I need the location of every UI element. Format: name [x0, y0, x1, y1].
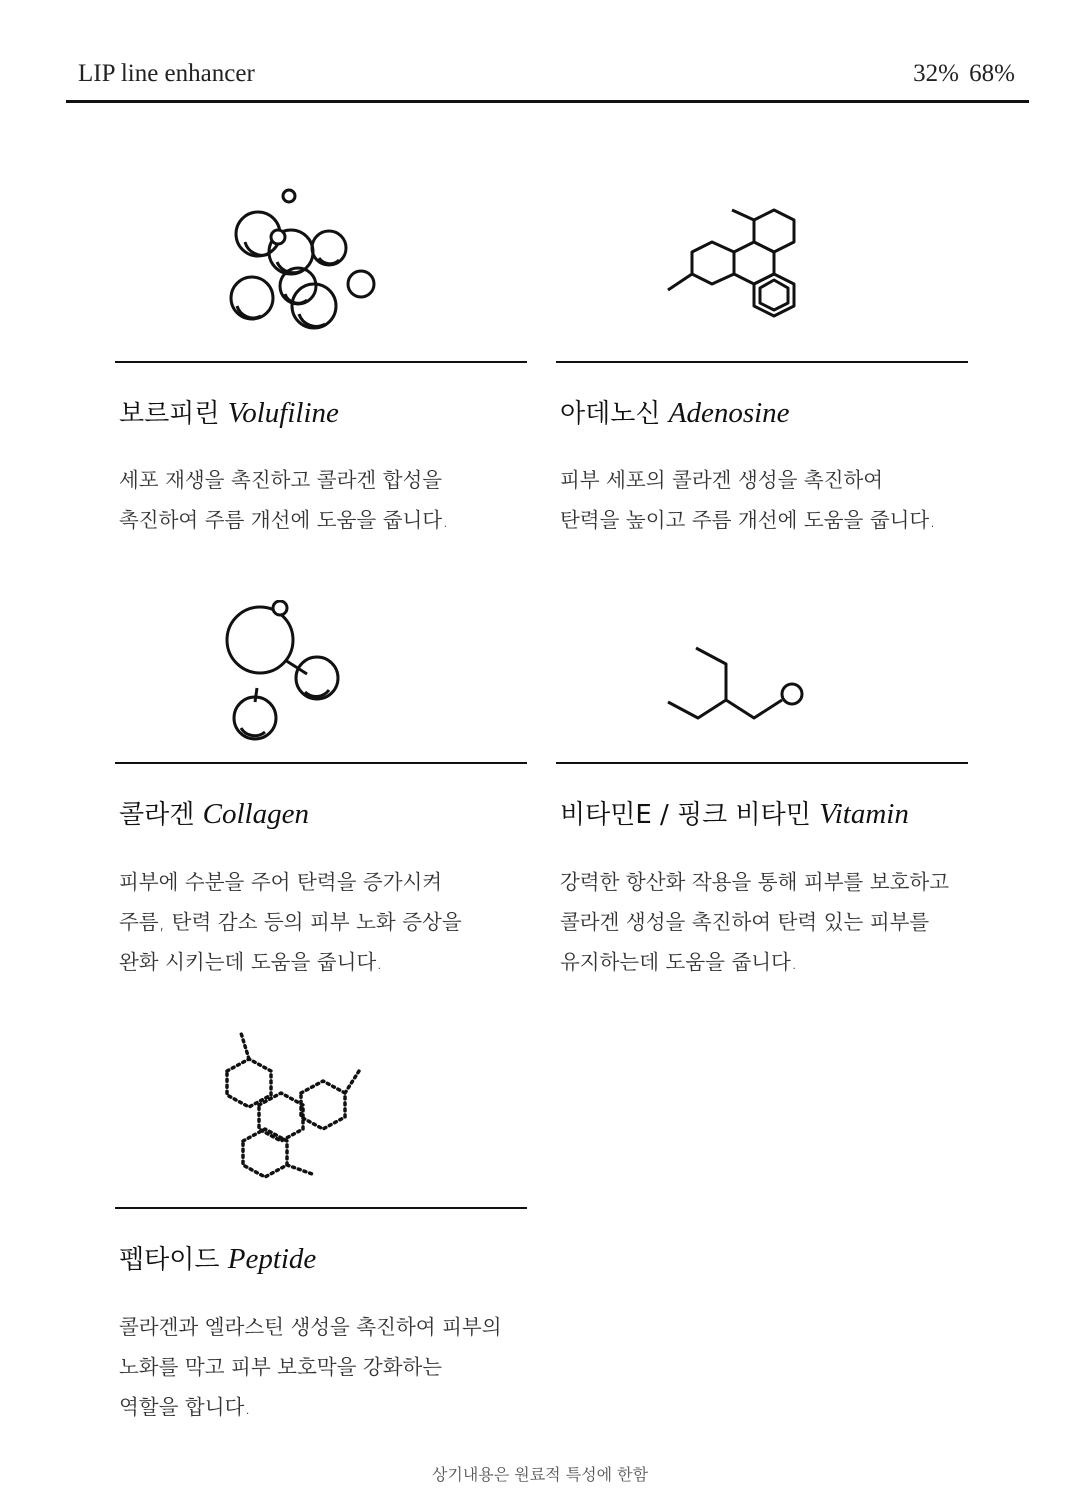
- hexagon-ring-molecule-icon: [556, 180, 968, 340]
- divider: [556, 762, 968, 764]
- ingredient-description: 피부 세포의 콜라겐 생성을 촉진하여 탄력을 높이고 주름 개선에 도움을 줍니다.: [560, 468, 936, 532]
- ingredient-card-peptide: [115, 1025, 527, 1445]
- ingredient-description: 세포 재생을 촉진하고 콜라겐 합성을 촉진하여 주름 개선에 도움을 줍니다.: [119, 468, 449, 532]
- zigzag-chain-molecule-icon: [556, 600, 968, 750]
- ingredient-description: 콜라겐과 엘라스틴 생성을 촉진하여 피부의 노화를 막고 피부 보호막을 강화하는 역할을 합니다.: [119, 1315, 502, 1419]
- page-header: [66, 54, 1029, 103]
- divider: [115, 1207, 527, 1209]
- ball-stick-molecule-icon: [115, 600, 527, 750]
- disclaimer-footnote: 상기내용은 원료적 특성에 한함: [431, 1465, 649, 1484]
- ingredient-card-volufiline: [115, 180, 527, 560]
- dotted-hexagon-molecule-icon: [115, 1025, 527, 1185]
- ingredient-card-adenosine: [556, 180, 968, 560]
- ratio-label: 32% 68%: [913, 60, 1015, 87]
- divider: [556, 361, 968, 363]
- ingredient-card-vitamin: [556, 590, 968, 990]
- product-title: LIP line enhancer: [78, 60, 255, 87]
- ingredient-description: 피부에 수분을 주어 탄력을 증가시켜 주름, 탄력 감소 등의 피부 노화 증상을 완화 시키는데 도움을 줍니다.: [119, 870, 462, 974]
- ingredient-name: 보르피린 Volufiline: [119, 397, 339, 429]
- ingredient-name: 펩타이드 Peptide: [119, 1243, 317, 1275]
- divider: [115, 762, 527, 764]
- divider: [115, 361, 527, 363]
- bubbles-molecule-icon: [115, 180, 527, 340]
- ingredient-name: 아데노신 Adenosine: [560, 397, 790, 429]
- ingredient-name: 비타민E / 핑크 비타민 Vitamin: [560, 798, 909, 830]
- ingredient-card-collagen: [115, 590, 527, 990]
- ingredient-description: 강력한 항산화 작용을 통해 피부를 보호하고 콜라겐 생성을 촉진하여 탄력 있는 피부를 유지하는데 도움을 줍니다.: [560, 870, 950, 974]
- ingredient-name: 콜라겐 Collagen: [119, 798, 309, 830]
